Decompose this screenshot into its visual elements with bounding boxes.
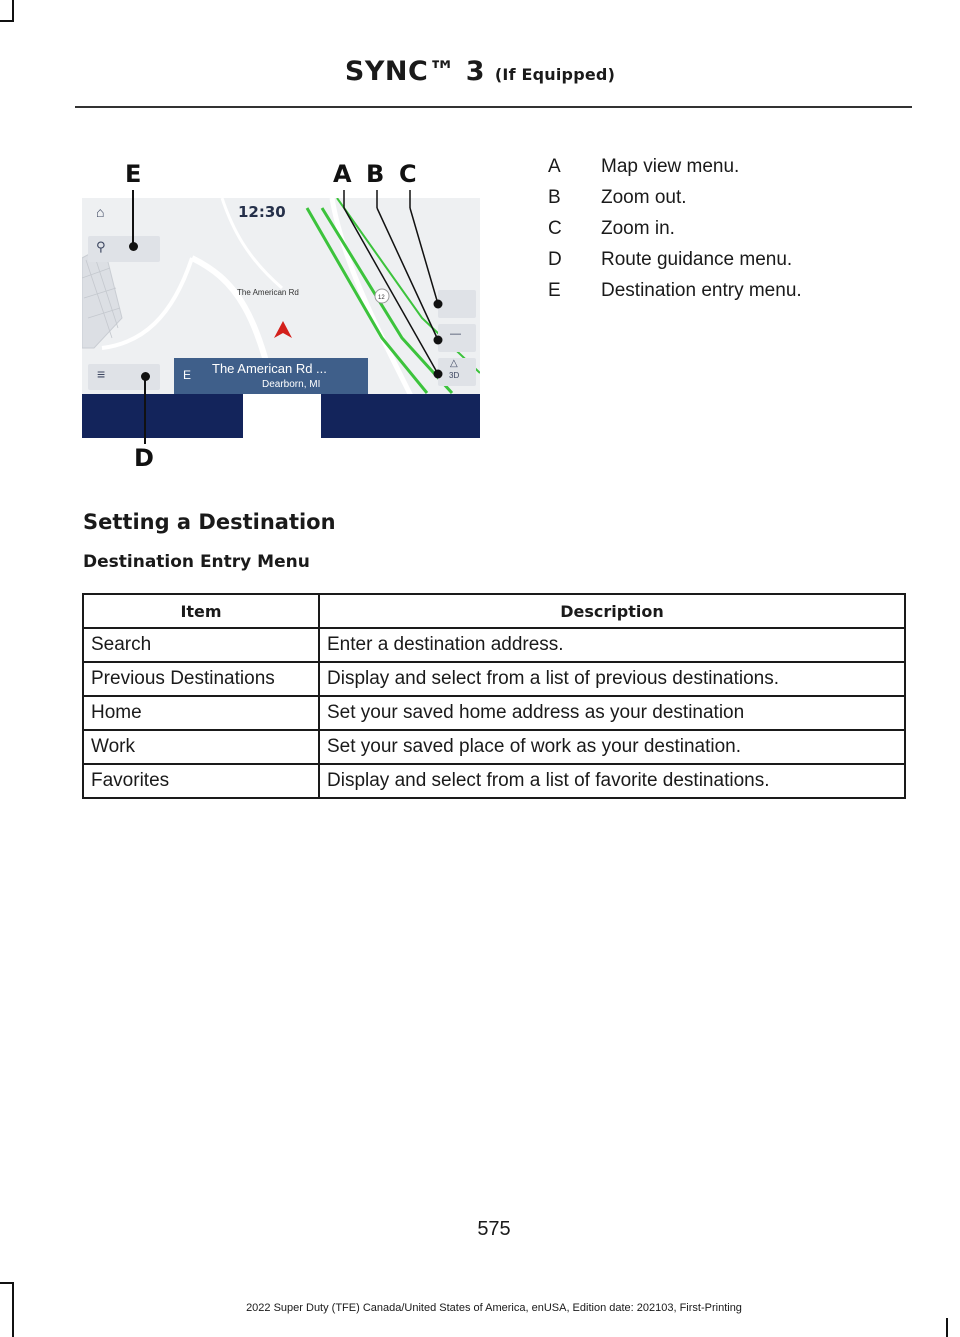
column-header-description: Description — [319, 594, 905, 628]
crop-mark-top-left-h — [0, 20, 14, 22]
crop-mark-bottom-left-h — [0, 1282, 14, 1284]
legend-item — [548, 280, 928, 311]
destination-entry-table — [82, 593, 906, 799]
table-cell-description: Set your saved place of work as your destination. — [319, 730, 905, 764]
table-row — [83, 696, 905, 730]
road-label: The American Rd — [237, 288, 299, 297]
legend-item — [548, 218, 928, 249]
compass-icon: △ — [450, 358, 458, 369]
clock: 12:30 — [238, 203, 286, 221]
legend-item — [548, 187, 928, 218]
page-footer: 2022 Super Duty (TFE) Canada/United States of America, enUSA, Edition date: 202103, First-Printing — [246, 1302, 742, 1314]
table-cell-item: Home — [83, 696, 319, 730]
route-shield: 12 — [378, 295, 385, 301]
callout-e: E — [125, 160, 142, 188]
table-cell-item: Search — [83, 628, 319, 662]
minus-icon: — — [450, 328, 461, 340]
legend-text: Zoom in. — [601, 218, 675, 239]
legend-text: Route guidance menu. — [601, 249, 793, 270]
destination-city: Dearborn, MI — [262, 379, 321, 390]
table-row — [83, 730, 905, 764]
legend-key: C — [548, 218, 562, 239]
section-title: Setting a Destination — [83, 510, 336, 534]
search-icon: ⚲ — [96, 239, 106, 254]
table-cell-item: Previous Destinations — [83, 662, 319, 696]
menu-icon: ≡ — [97, 366, 106, 382]
home-icon[interactable]: ⌂ — [96, 204, 105, 220]
table-header-row — [83, 594, 905, 628]
page-number: 575 — [477, 1218, 511, 1240]
table-row — [83, 662, 905, 696]
subsection-title: Destination Entry Menu — [83, 552, 310, 572]
callout-d: D — [134, 444, 154, 472]
legend-key: D — [548, 249, 562, 270]
crop-mark-top-left — [12, 0, 14, 22]
view-toggle-label: 3D — [449, 371, 460, 380]
navigation-screen-figure — [82, 160, 482, 470]
legend-item — [548, 249, 928, 280]
destination-street: The American Rd ... — [212, 361, 327, 376]
callout-legend — [548, 156, 928, 311]
legend-key: E — [548, 280, 561, 301]
table-cell-description: Enter a destination address. — [319, 628, 905, 662]
crop-mark-bottom-right — [946, 1318, 948, 1337]
header-subtitle: (If Equipped) — [494, 65, 616, 84]
table-cell-description: Display and select from a list of previous destinations. — [319, 662, 905, 696]
legend-text: Map view menu. — [601, 156, 740, 177]
table-cell-item: Favorites — [83, 764, 319, 798]
callout-a: A — [333, 160, 352, 188]
legend-key: B — [548, 187, 561, 208]
page-header — [0, 56, 960, 87]
callout-c: C — [399, 160, 417, 188]
legend-text: Destination entry menu. — [601, 280, 802, 301]
callout-b: B — [366, 160, 385, 188]
table-cell-item: Work — [83, 730, 319, 764]
table-cell-description: Display and select from a list of favorite destinations. — [319, 764, 905, 798]
header-title: SYNC™ 3 — [344, 56, 485, 87]
table-cell-description: Set your saved home address as your destination — [319, 696, 905, 730]
legend-text: Zoom out. — [601, 187, 687, 208]
leader-lines — [82, 160, 482, 470]
column-header-item: Item — [83, 594, 319, 628]
header-divider — [75, 106, 912, 108]
destination-badge: E — [183, 368, 192, 382]
legend-key: A — [548, 156, 561, 177]
legend-item — [548, 156, 928, 187]
table-row — [83, 764, 905, 798]
table-row — [83, 628, 905, 662]
